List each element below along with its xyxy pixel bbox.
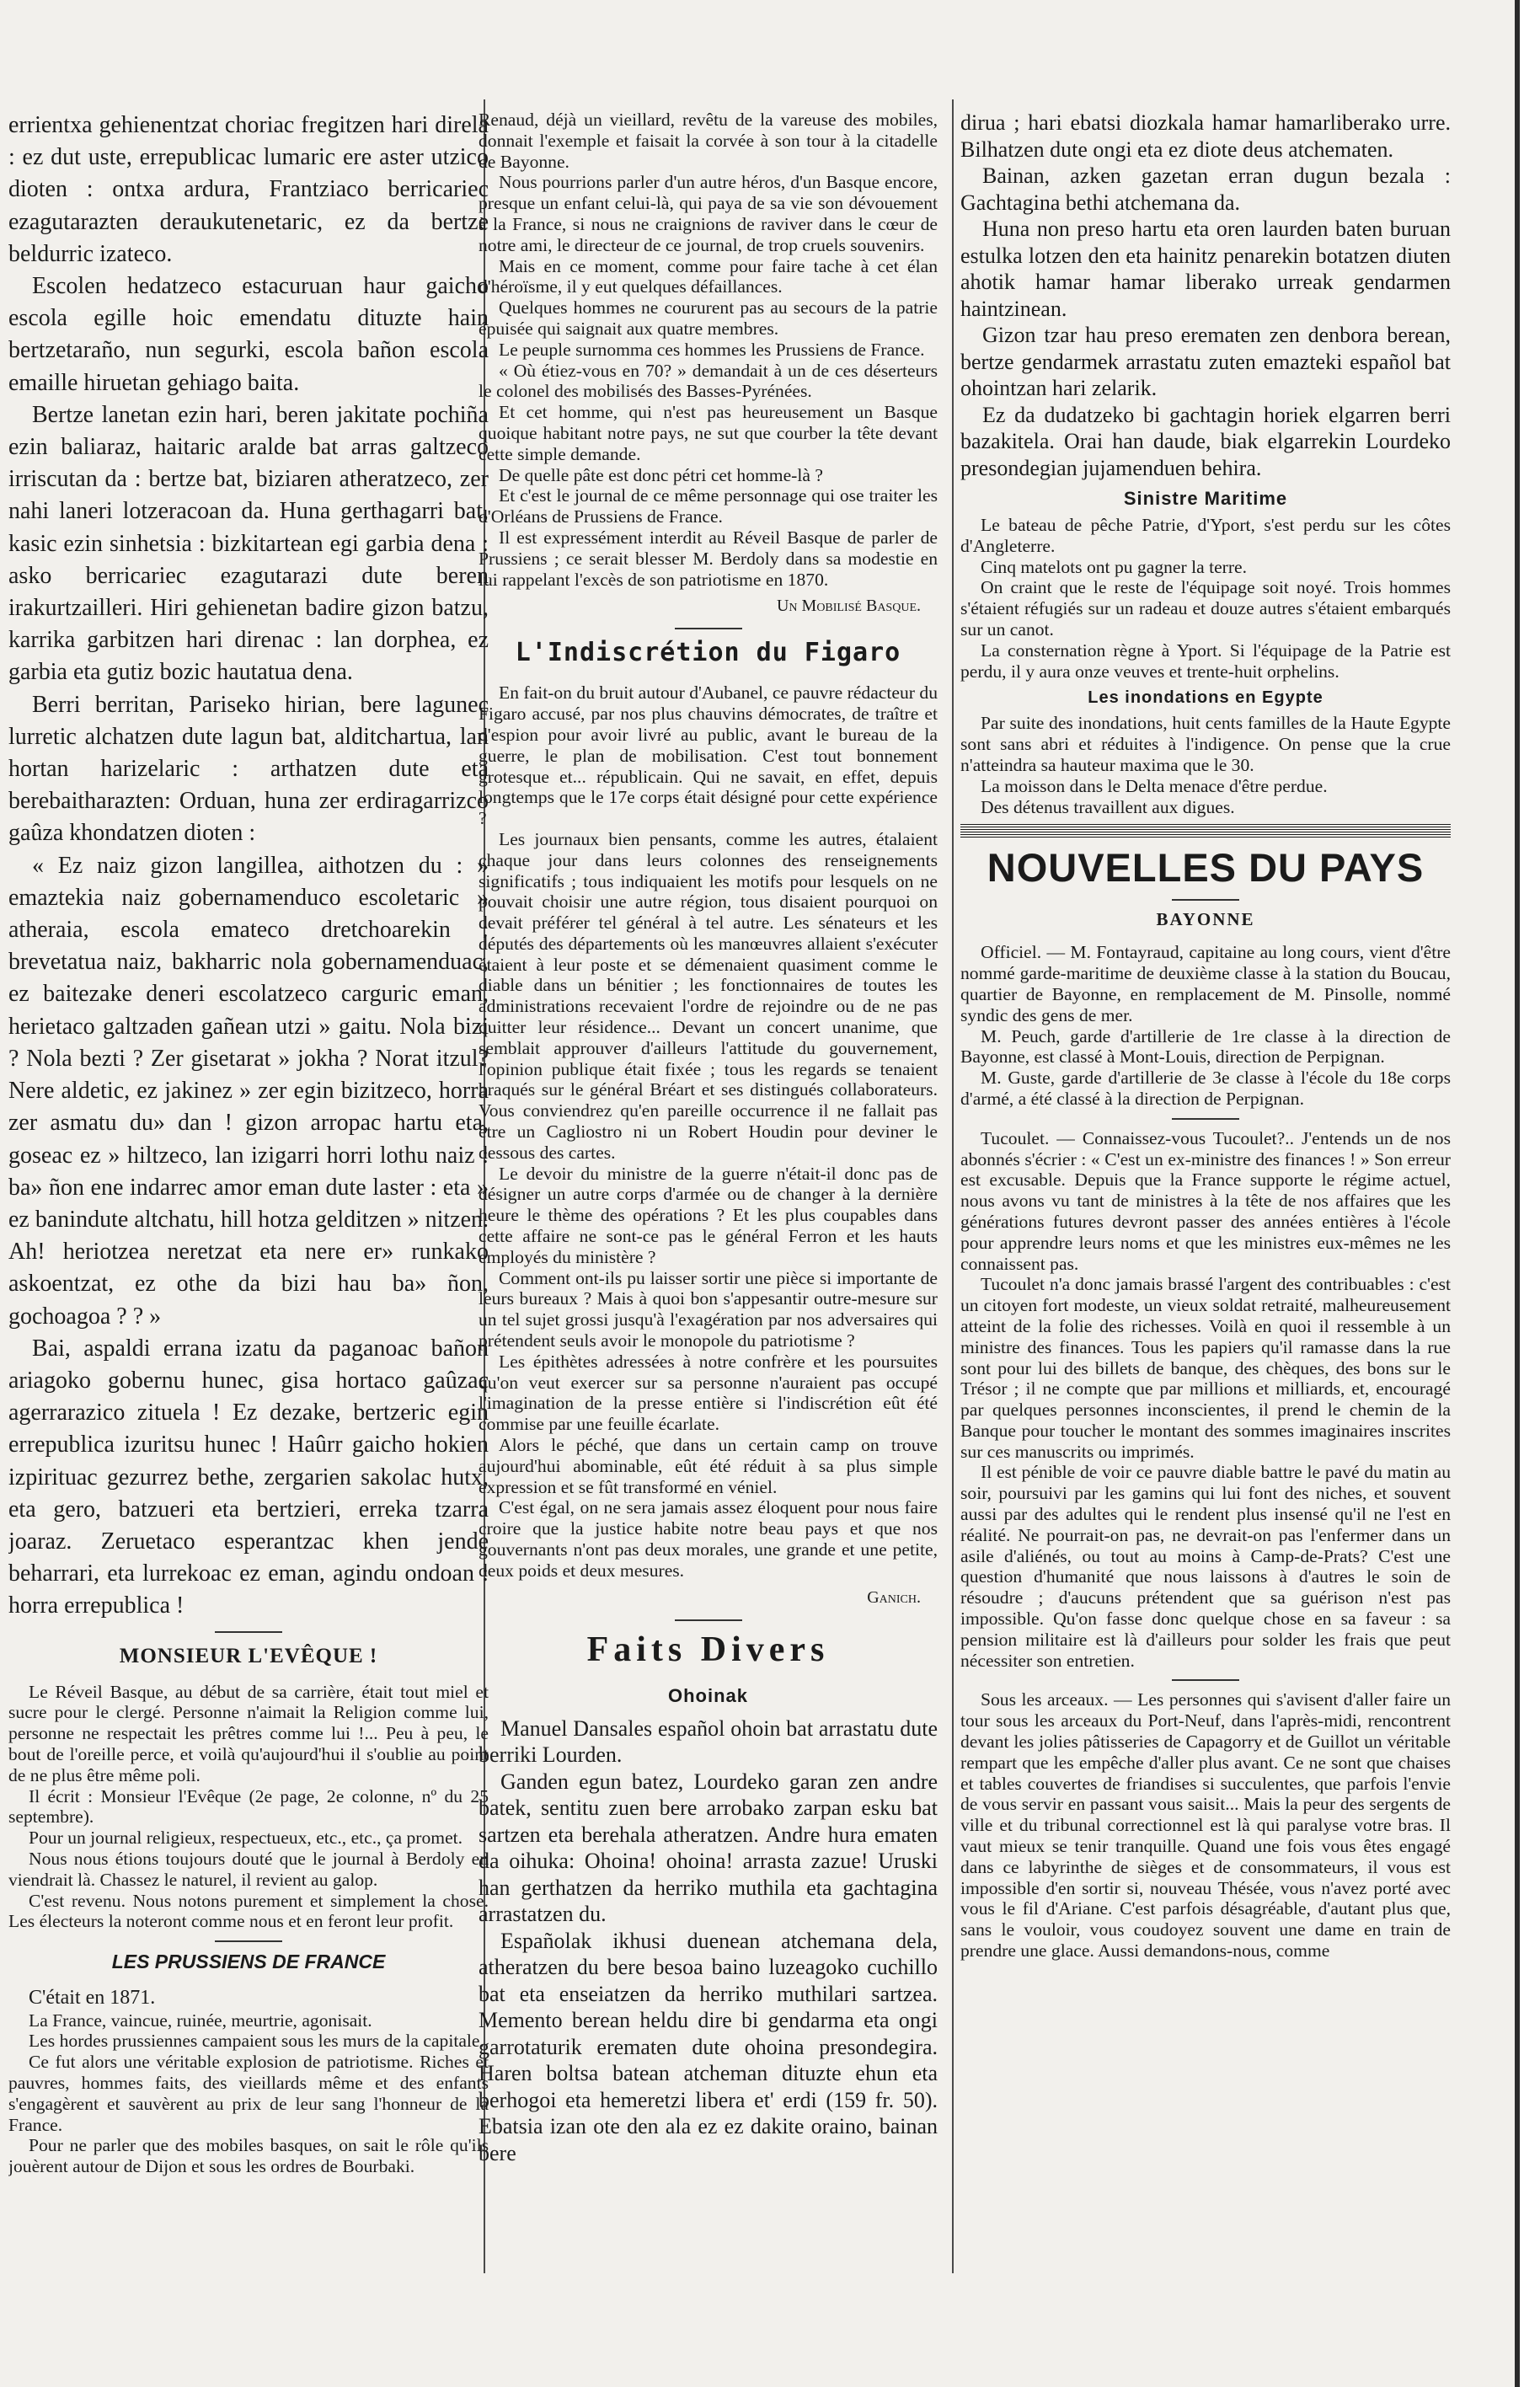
subsection-title-bayonne: BAYONNE [1156, 909, 1255, 930]
article-paragraph: Le Réveil Basque, au début de sa carrière, était tout miel et sucre pour le clergé. Personne n'aimait la Religion comme lui, personne ne respectait les prêtres comme lui !... Peu à peu, le bout de l'oreille perce, et voilà qu'aujourd'hui il s'oublie au point de ne plus être même poli. [8, 1681, 489, 1785]
article-paragraph: Nous nous étions toujours douté que le journal à Berdoly en viendrait là. Chassez le naturel, il revient au galop. [8, 1848, 489, 1890]
section-title-nouvelles: NOUVELLES DU PAYS [987, 845, 1425, 891]
article-paragraph: Comment ont-ils pu laisser sortir une pièce si importante de leurs bureaux ? Mais à quoi bon s'appesantir outre-mesure sur un tel sujet grossi jusqu'à l'exagération par nos adversaires qui prétendent seuls avoir le monopole du patriotisme ? [479, 1267, 938, 1351]
basque-paragraph: Escolen hedatzeco estacuruan haur gaicho escola egille hoic emendatu dituzte hain bertzetaraño, nun segurki, escola bañon escola emaille hiruetan gehiago baita. [8, 273, 489, 396]
signature: Un Mobilisé Basque. [776, 597, 921, 616]
article-paragraph: Sous les arceaux. — Les personnes qui s'avisent d'aller faire un tour sous les arceaux du Port-Neuf, dans l'après-midi, rencontrent devant les jolies pâtisseries de Capagorry et de Guillot un véritable rempart que les empêche d'aller plus avant. Ce ne sont que chaises et tables couvertes de friandises si succulentes, que parfois l'envie de vous servir en passant vous saisit... Mais la peur des sergents de ville et du tribunal correctionnel est là qui paralyse votre bras. Il vaut mieux se tenir tranquille. Quand une fois vous êtes engagé dans ce labyrinthe de sièges et de consommateurs, il vous est impossible d'en sortir si, nouveau Thésée, vous n'avez porté avec vous le fil d'Ariane. C'est parfois désagréable, d'autant plus que, sans le vouloir, vous coudoyez souvent une dame en train de prendre une glace. Aussi demandons-nous, comme [960, 1689, 1451, 1962]
article-paragraph: Pour un journal religieux, respectueux, etc., etc., ça promet. [29, 1828, 463, 1849]
article-paragraph: Les journaux bien pensants, comme les autres, étalaient chaque jour dans leurs colonnes des renseignements significatifs ; tous indiquaient les motifs pour lesquels on ne pouvait choisir une autre région, tous disaient pourquoi on devait préférer tel général à tel autre. Les sénateurs et les députés des départements où les manœuvres allaient s'exécuter étaient à leur poste et se démenaient quasiment comme le diable dans un bénitier ; les fonctionnaires de toutes les administrations recevaient l'ordre de rejoindre ou de ne pas quitter leur résidence... Devant un concert unanime, que semblait approuver d'ailleurs l'attitude du gouvernement, l'opinion publique était fixée ; tous les regards se tenaient braqués sur le général Bréart et ses distingués collaborateurs. Vous conviendrez qu'en pareille occurrence il ne fallait pas être un Cagliostro ni un Robert Houdin pour deviner le dessous des cartes. [479, 828, 938, 1163]
article-paragraph: Il écrit : Monsieur l'Evêque (2e page, 2e colonne, nº du 25 septembre). [8, 1785, 489, 1828]
article-paragraph: C'est revenu. Nous notons purement et simplement la chose. Les électeurs la noteront comme nous et en feront leur profit. [8, 1890, 489, 1932]
article-paragraph: « Où étiez-vous en 70? » demandait à un de ces déserteurs le colonel des mobilisés des Basses-Pyrénées. [479, 360, 938, 402]
article-paragraph: Le peuple surnomma ces hommes les Prussiens de France. [499, 339, 925, 360]
divider [1172, 1679, 1239, 1681]
article-title-prussiens: LES PRUSSIENS DE FRANCE [111, 1951, 386, 1973]
article-paragraph: M. Guste, garde d'artillerie de 3e classe à l'école du 18e corps d'armé, a été classé à la direction de Perpignan. [960, 1068, 1451, 1109]
article-title-monsieur: MONSIEUR L'EVÊQUE ! [119, 1644, 378, 1667]
article-title-inondations: Les inondations en Egypte [1088, 688, 1323, 708]
article-paragraph: Pour ne parler que des mobiles basques, on sait le rôle qu'ils jouèrent autour de Dijon et sous les ordres de Bourbaki. [8, 2135, 489, 2177]
section-separator [960, 824, 1451, 838]
article-paragraph: Ez da dudatzeko bi gachtagin horiek elgarren berri bazakitela. Orai han daude, biak elgarrekin Lourdeko presondegian jujamenduen behira. [960, 402, 1451, 480]
basque-paragraph: « Ez naiz gizon langillea, aithotzen du : » emaztekia naiz gobernamenduco escoletaric » atheraia, escola emateco dretchoarekin : brevetatua naiz, bakharric nola gobernamenduac, ez baitezake deneri escolatzeco carguric eman, herietaco galtzaden gañean utzi » gaitu. Nola bizi ? Nola bezti ? Zer gisetarat » jokha ? Norat itzul? Nere aldetic, ez jakinez » zer egin bizitzeco, horra zer asmatu du» dan ! gizon arropac hartu eta, goseac ez » hiltzeco, lan izigarri horri lothu naiz : ba» ñon ene indarrec amor eman dute laster : eta » ez banindute altchatu, hill hotza gelditzen » nitzen. Ah! heriotzea neretzat eta nere er» runkako askoentzat, ez othe da bizi hau ba» ñon, gochoagoa ? ? » [8, 852, 489, 1330]
divider [1172, 1118, 1239, 1120]
article-paragraph: C'était en 1871. [29, 1987, 156, 2010]
divider [675, 1619, 742, 1621]
article-paragraph: Bainan, azken gazetan erran dugun bezala : Gachtagina bethi atchemana da. [960, 163, 1451, 215]
article-paragraph: Huna non preso hartu eta oren laurden baten buruan estulka lotzen den eta hainitz penarekin botatzen diuten ahotik hamar hamar liberako urreak gendarmen haintzinean. [960, 217, 1451, 321]
article-paragraph: Et cet homme, qui n'est pas heureusement un Basque quoique habitant notre pays, ne sut que courber la tête devant cette simple demande. [479, 402, 938, 464]
divider [215, 1940, 282, 1942]
basque-paragraph: errientxa gehienentzat choriac fregitzen hari direla : ez dut uste, errepublicac lumaric ere aster utzico dioten : ontxa ardura, Frantziaco berricariec ezagutarazten deraukutenetaric, ez da bertze beldurric izateco. [8, 112, 489, 267]
article-paragraph: Et c'est le journal de ce même personnage qui ose traiter les d'Orléans de Prussiens de France. [479, 485, 938, 527]
article-paragraph: Renaud, déjà un vieillard, revêtu de la vareuse des mobiles, donnait l'exemple et faisait la corvée à son tour à la citadelle de Bayonne. [479, 110, 938, 172]
column-2 [479, 110, 938, 2334]
article-paragraph: Ganden egun batez, Lourdeko garan zen andre batek, sentitu zuen bere arrobako zarpan esku bat sartzen eta berehala atheratzen. Andre hura ematen da oihuka: Ohoina! ohoina! arrasta zazue! Uruski han gerthatzen da herriko muthila eta gachtagina arrastatzen du. [479, 1769, 938, 1927]
article-paragraph: Le devoir du ministre de la guerre n'était-il donc pas de désigner un autre corps d'armée ou de changer à la dernière heure le thème des opérations ? Et les plus coupables dans cette affaire ne sont-ce pas le général Ferron et les hauts employés du ministère ? [479, 1163, 938, 1267]
article-paragraph: Il est pénible de voir ce pauvre diable battre le pavé du matin au soir, poursuivi par les gamins qui lui font des niches, et souvent aussi par des adultes qui le rendent plus insensé qu'il ne l'est en réalité. Ne pourrait-on pas, ne devrait-on pas l'enfermer dans un asile d'aliénés, ou tout au moins à Camp-de-Prats? C'est une question d'humanité que nous laissons à d'autres le soin de résoudre ; d'aucuns prétendent que sa guérison n'est pas impossible. Qu'on fasse donc quelque chose en sa faveur : sa pension militaire est là d'ailleurs pour solder les frais que peut nécessiter son entretien. [960, 1462, 1451, 1671]
divider [675, 628, 742, 629]
article-paragraph: Ce fut alors une véritable explosion de patriotisme. Riches et pauvres, hommes faits, des vieillards même et des enfants s'engagèrent et sauvèrent au prix de leur sang l'honneur de la France. [8, 2052, 489, 2135]
article-title-ohoinak: Ohoinak [667, 1684, 748, 1706]
divider [1172, 899, 1239, 901]
article-paragraph: La France, vaincue, ruinée, meurtrie, agonisait. [29, 2010, 372, 2031]
article-paragraph: Officiel. — M. Fontayraud, capitaine au long cours, vient d'être nommé garde-maritime de deuxième classe à la station du Boucau, quartier de Bayonne, en remplacement de M. Pinsolle, nommé syndic des gens de mer. [960, 942, 1451, 1025]
article-paragraph: La consternation règne à Yport. Si l'équipage de la Patrie est perdu, il y aura onze veuves et trente-huit orphelins. [960, 640, 1451, 682]
article-paragraph: Alors le péché, que dans un certain camp on trouve aujourd'hui abominable, eût été réduit à sa plus simple expression et se fût transformé en véniel. [479, 1435, 938, 1497]
article-paragraph: Par suite des inondations, huit cents familles de la Haute Egypte sont sans abri et réduites à l'indigence. On pense que la crue n'atteindra sa hauteur maxima que le 30. [960, 713, 1451, 775]
article-paragraph: Mais en ce moment, comme pour faire tache à cet élan d'héroïsme, il y eut quelques défaillances. [479, 255, 938, 297]
column-3 [960, 110, 1451, 2334]
basque-paragraph: Bai, aspaldi errana izatu da paganoac bañon ariagoko gobernu hunec, gisa hortaco gaûzac agerrarazico zituela ! Ez dezake, bertzeric egin errepublica izuritsu hunec ! Haûrr gaicho hokien izpirituac gezurrez bethe, zergarien sakolac hutx, eta gero, batzueri eta bertzieri, erreka tzarra joaraz. Zeruetaco esperantzac khen jende beharrari, eta lurrekoac ez eman, agindu ondoan : horra errepublica ! [8, 1335, 489, 1619]
article-title-figaro: L'Indiscrétion du Figaro [515, 638, 901, 668]
article-paragraph: C'est égal, on ne sera jamais assez éloquent pour nous faire croire que la justice habite notre beau pays et que nos gouvernants n'ont pas deux morales, une grande et une petite, deux poids et deux mesures. [479, 1497, 938, 1581]
article-paragraph: Le bateau de pêche Patrie, d'Yport, s'est perdu sur les côtes d'Angleterre. [960, 515, 1451, 556]
basque-paragraph: Bertze lanetan ezin hari, beren jakitate pochiña ezin baliaraz, haitaric aralde bat arras galtzeco irriscutan da : bertze bat, biziaren atheratzeco, zer nahi laneri lotzeracoan da. Huna gerthagarri bat, kasic ezin sinhetsia : bizkitartean egi garbia dena : asko berricariec ezagutarazi dute beren irakurtzailleri. Hiri gehienetan badire gizon batzu, karrika garbitzen hari direnac : lan dorphea, ez garbia eta gutiz bozic hautatua dena. [8, 401, 489, 686]
article-paragraph: Cinq matelots ont pu gagner la terre. [981, 556, 1248, 577]
article-paragraph: En fait-on du bruit autour d'Aubanel, ce pauvre rédacteur du Figaro accusé, par nos plus chauvins démocrates, de traître et d'espion pour avoir livré au public, avant le bureau de la guerre, le plan de mobilisation. C'est tout bonnement grotesque et... républicain. Qui ne savait, en effet, depuis longtemps que le 17e corps était désigné pour cette expérience ? [479, 682, 938, 829]
article-paragraph: Des détenus travaillent aux digues. [981, 796, 1235, 817]
basque-paragraph: Berri berritan, Pariseko hirian, bere lagunec lurretic alchatzen dute lagun bat, alditchartua, lan hortan harizelaric : arthatzen dute eta berebaitharazten: Orduan, huna zer erdiragarrizco gaûza khondatzen dioten : [8, 691, 489, 847]
column-1 [8, 110, 489, 2300]
article-paragraph: Gizon tzar hau preso erematen zen denbora berean, bertze gendarmek arrastatu zuten emazteki español bat ohointzan hari zelarik. [960, 323, 1451, 400]
article-paragraph: Les épithètes adressées à notre confrère et les poursuites qu'on veut exercer sur sa personne n'auraient pas occupé l'imagination de la presse entière si l'indiscrétion eût été commise par une feuille écarlate. [479, 1351, 938, 1435]
article-paragraph: Españolak ikhusi duenean atchemana dela, atheratzen du bere besoa baino luzeagoko cuchillo bat eta enseiatzen da herriko muthilari sartzea. Memento berean heldu dire bi gendarma eta ongi garrotaturik erematen dute ohoina presondegira. Haren boltsa batean atcheman dituzte ehun eta berhogoi eta hemeretzi libera et' erdi (159 fr. 50). Ebatsia izan ote den ala ez ez dakite oraino, bainan bere [479, 1928, 938, 2165]
signature: Ganich. [867, 1587, 921, 1607]
article-paragraph: Nous pourrions parler d'un autre héros, d'un Basque encore, presque un enfant celui-là, qui paya de sa vie son dévouement à la France, si nous ne craignions de raviver dans le cœur de notre ami, le directeur de ce journal, de trop cruels souvenirs. [479, 172, 938, 255]
section-title-faits-divers: Faits Divers [586, 1630, 830, 1669]
article-paragraph: Tucoulet. — Connaissez-vous Tucoulet?.. J'entends un de nos abonnés s'écrier : « C'est un ex-ministre des finances ! » Son erreur est excusable. Depuis que la France supporte le régime actuel, nous avons vu tant de ministres à la tête de nos affaires que les générations futures devront passer des années entières à l'école pour apprendre leurs noms et que les ministres eux-mêmes ne les connaissent pas. [960, 1127, 1451, 1274]
article-paragraph: On craint que le reste de l'équipage soit noyé. Trois hommes s'étaient réfugiés sur un radeau et douze autres s'étaient embarqués sur un canot. [960, 577, 1451, 640]
article-paragraph: Quelques hommes ne coururent pas au secours de la patrie épuisée qui saignait aux quatre membres. [479, 297, 938, 339]
article-paragraph: Les hordes prussiennes campaient sous les murs de la capitale. [29, 2031, 484, 2052]
article-paragraph: Il est expressément interdit au Réveil Basque de parler de Prussiens ; ce serait blesser M. Berdoly dans sa modestie en lui rappelant l'excès de son patriotisme en 1870. [479, 527, 938, 590]
page-edge [1515, 0, 1540, 2387]
article-paragraph: M. Peuch, garde d'artillerie de 1re classe à la direction de Bayonne, est classé à Mont-Louis, direction de Perpignan. [960, 1025, 1451, 1068]
article-title-sinistre: Sinistre Maritime [1123, 488, 1288, 509]
article-paragraph: Manuel Dansales español ohoin bat arrastatu dute berriki Lourden. [479, 1715, 938, 1768]
article-paragraph: Tucoulet n'a donc jamais brassé l'argent des contribuables : c'est un citoyen fort modeste, un vieux soldat retraité, malheureusement atteint de la folie des richesses. Voilà en quoi il ressemble à un ministre des finances. Tous les papiers qu'il ramasse dans la rue sont pour lui des billets de banque, des chèques, des bons sur le Trésor ; il ne compte que par millions et milliards, et, encouragé par quelques personnes inconscientes, il prend le chemin de la Banque pour toucher le montant des sommes imaginaires inscrites sur ces manuscrits ou imprimés. [960, 1274, 1451, 1462]
article-paragraph: dirua ; hari ebatsi diozkala hamar hamarliberako urre. Bilhatzen dute ongi eta ez diote deus atchematen. [960, 110, 1451, 162]
article-paragraph: La moisson dans le Delta menace d'être perdue. [981, 775, 1328, 796]
column-rule-2 [952, 99, 954, 2273]
divider [215, 1631, 282, 1633]
article-paragraph: De quelle pâte est donc pétri cet homme-là ? [499, 464, 823, 485]
